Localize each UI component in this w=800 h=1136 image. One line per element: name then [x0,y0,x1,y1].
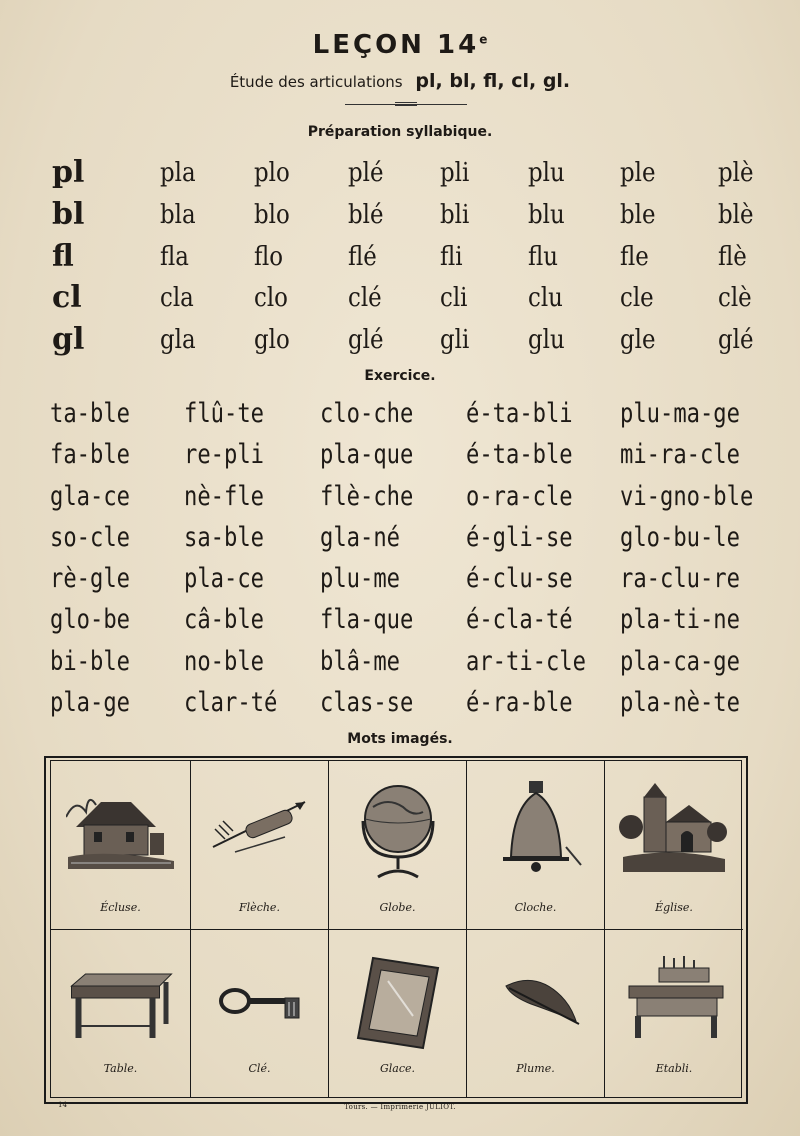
exercise-word: é-ta-bli [466,398,573,429]
exercise-column [466,396,612,726]
exercise-word: é-gli-se [466,521,573,553]
picture-cell [467,761,605,930]
picture-caption: Église. [655,901,693,914]
syllable: blé [348,200,384,230]
syllable: pli [440,158,470,188]
exercise-word: mi-ra-cle [620,439,740,471]
arrow-quiver-icon [205,777,315,872]
picture-cell [191,930,329,1097]
syllable: clé [348,283,382,313]
exercise-word: bi-ble [50,645,130,677]
exercise-word: pla-ge [50,687,130,719]
table-icon [63,946,178,1046]
lesson-title-text: LEÇON 14 [312,30,480,60]
syllable: plé [348,158,384,188]
exercise-word: fa-ble [50,439,130,471]
subtitle-articulations: pl, bl, fl, cl, gl. [415,70,571,92]
church-icon [619,777,729,877]
workbench-icon [619,946,729,1046]
exercise-word: nè-fle [184,480,264,512]
articulation-label: cl [52,280,82,315]
picture-cell [329,761,467,930]
syllable-row [0,239,800,282]
picture-cell [329,930,467,1097]
exercise-word: clo-che [320,398,414,429]
mirror-icon [343,946,453,1056]
exercise-word: pla-nè-te [620,687,740,719]
picture-caption: Cloche. [514,901,557,914]
exercise-word: é-cla-té [466,604,573,636]
exercise-column [184,396,298,726]
syllable: flu [528,242,559,272]
lesson-title-superscript: e [479,32,488,47]
exercise-word: no-ble [184,645,264,677]
syllable: cla [160,283,194,313]
exercise-word: clas-se [320,687,414,719]
printer-imprint: Tours. — Imprimerie JULIOT. [344,1103,456,1111]
picture-cell [605,930,743,1097]
lock-house-icon [66,777,176,872]
articulation-label: gl [52,322,85,357]
picture-caption: Glace. [379,1062,416,1075]
exercise-word: glo-be [50,604,130,636]
syllable: fli [440,242,463,272]
syllable: plu [528,158,565,188]
exercise-word: é-clu-se [466,563,573,595]
syllable: plo [254,158,290,188]
exercise-word: ar-ti-cle [466,645,586,677]
exercise-word: pla-ca-ge [620,645,740,677]
exercise-word: so-cle [50,521,130,553]
syllable: pla [160,158,196,188]
exercise-word: clar-té [184,687,278,719]
syllable: cli [440,283,468,313]
picture-caption: Flèche. [239,901,280,914]
syllable: glé [348,325,384,355]
syllable: ble [620,200,656,230]
exercise-word: glo-bu-le [620,521,740,553]
exercise-word: pla-ce [184,563,264,595]
preparation-heading: Préparation syllabique. [307,124,493,140]
syllable: fla [160,242,189,272]
exercise-word: blâ-me [320,645,400,677]
exercise-word: é-ra-ble [466,687,573,719]
picture-cell [51,930,191,1097]
syllable: gle [620,325,656,355]
syllable: blè [718,200,754,230]
exercise-word: o-ra-cle [466,480,573,512]
syllable: blu [528,200,565,230]
syllable: glé [718,325,754,355]
syllable: flo [254,242,284,272]
exercise-word: flû-te [184,398,264,429]
articulation-label: fl [52,239,74,274]
exercise-word: fla-que [320,604,414,636]
exercise-word: ra-clu-re [620,563,740,595]
ornamental-divider [345,104,467,105]
syllable-row [0,280,800,323]
exercise-word: gla-ce [50,480,130,512]
syllable: clu [528,283,563,313]
syllable-row [0,197,800,240]
exercise-word: flè-che [320,480,414,512]
exercise-column [320,396,434,726]
exercice-heading: Exercice. [364,368,436,384]
syllable: gla [160,325,196,355]
picture-caption: Clé. [248,1062,271,1075]
syllable: flé [348,242,377,272]
articulation-label: pl [52,155,85,190]
picture-cell [191,761,329,930]
syllable: glo [254,325,290,355]
key-icon [205,946,315,1046]
bell-icon [481,777,591,877]
picture-caption: Plume. [516,1062,555,1075]
picture-cell [605,761,743,930]
exercise-word: sa-ble [184,521,264,553]
feather-icon [481,946,591,1046]
syllable: cle [620,283,654,313]
picture-caption: Table. [103,1062,138,1075]
syllable: glu [528,325,565,355]
syllable: fle [620,242,649,272]
exercise-word: gla-né [320,521,400,553]
exercise-column [620,396,783,726]
exercise-word: re-pli [184,439,264,471]
exercise-word: plu-me [320,563,400,595]
syllable: plè [718,158,754,188]
page-number: 14 [58,1101,67,1109]
exercise-word: pla-que [320,439,414,471]
syllable: ple [620,158,656,188]
picture-caption: Etabli. [655,1062,693,1075]
syllable-row [0,155,800,198]
exercise-word: câ-ble [184,604,264,636]
picture-caption: Globe. [379,901,416,914]
picture-cell [467,930,605,1097]
globe-icon [343,777,453,882]
mots-images-heading: Mots imagés. [347,731,453,747]
exercise-word: rè-gle [50,563,130,595]
syllable: gli [440,325,470,355]
syllable: flè [718,242,747,272]
subtitle-prefix: Étude des articulations [229,73,403,91]
lesson-subtitle [0,70,800,92]
syllable-row [0,322,800,365]
syllable: clè [718,283,752,313]
syllable: blo [254,200,290,230]
exercise-word: ta-ble [50,398,130,429]
exercise-word: plu-ma-ge [620,398,740,429]
picture-frame-inner [50,760,742,1098]
picture-cell [51,761,191,930]
syllable: bla [160,200,196,230]
syllable: clo [254,283,288,313]
exercise-word: é-ta-ble [466,439,573,471]
exercise-column [50,396,148,726]
exercise-word: vi-gno-ble [620,480,754,512]
syllable: bli [440,200,470,230]
lesson-title [0,30,800,60]
picture-caption: Écluse. [100,901,141,914]
articulation-label: bl [52,197,85,232]
exercise-word: pla-ti-ne [620,604,740,636]
